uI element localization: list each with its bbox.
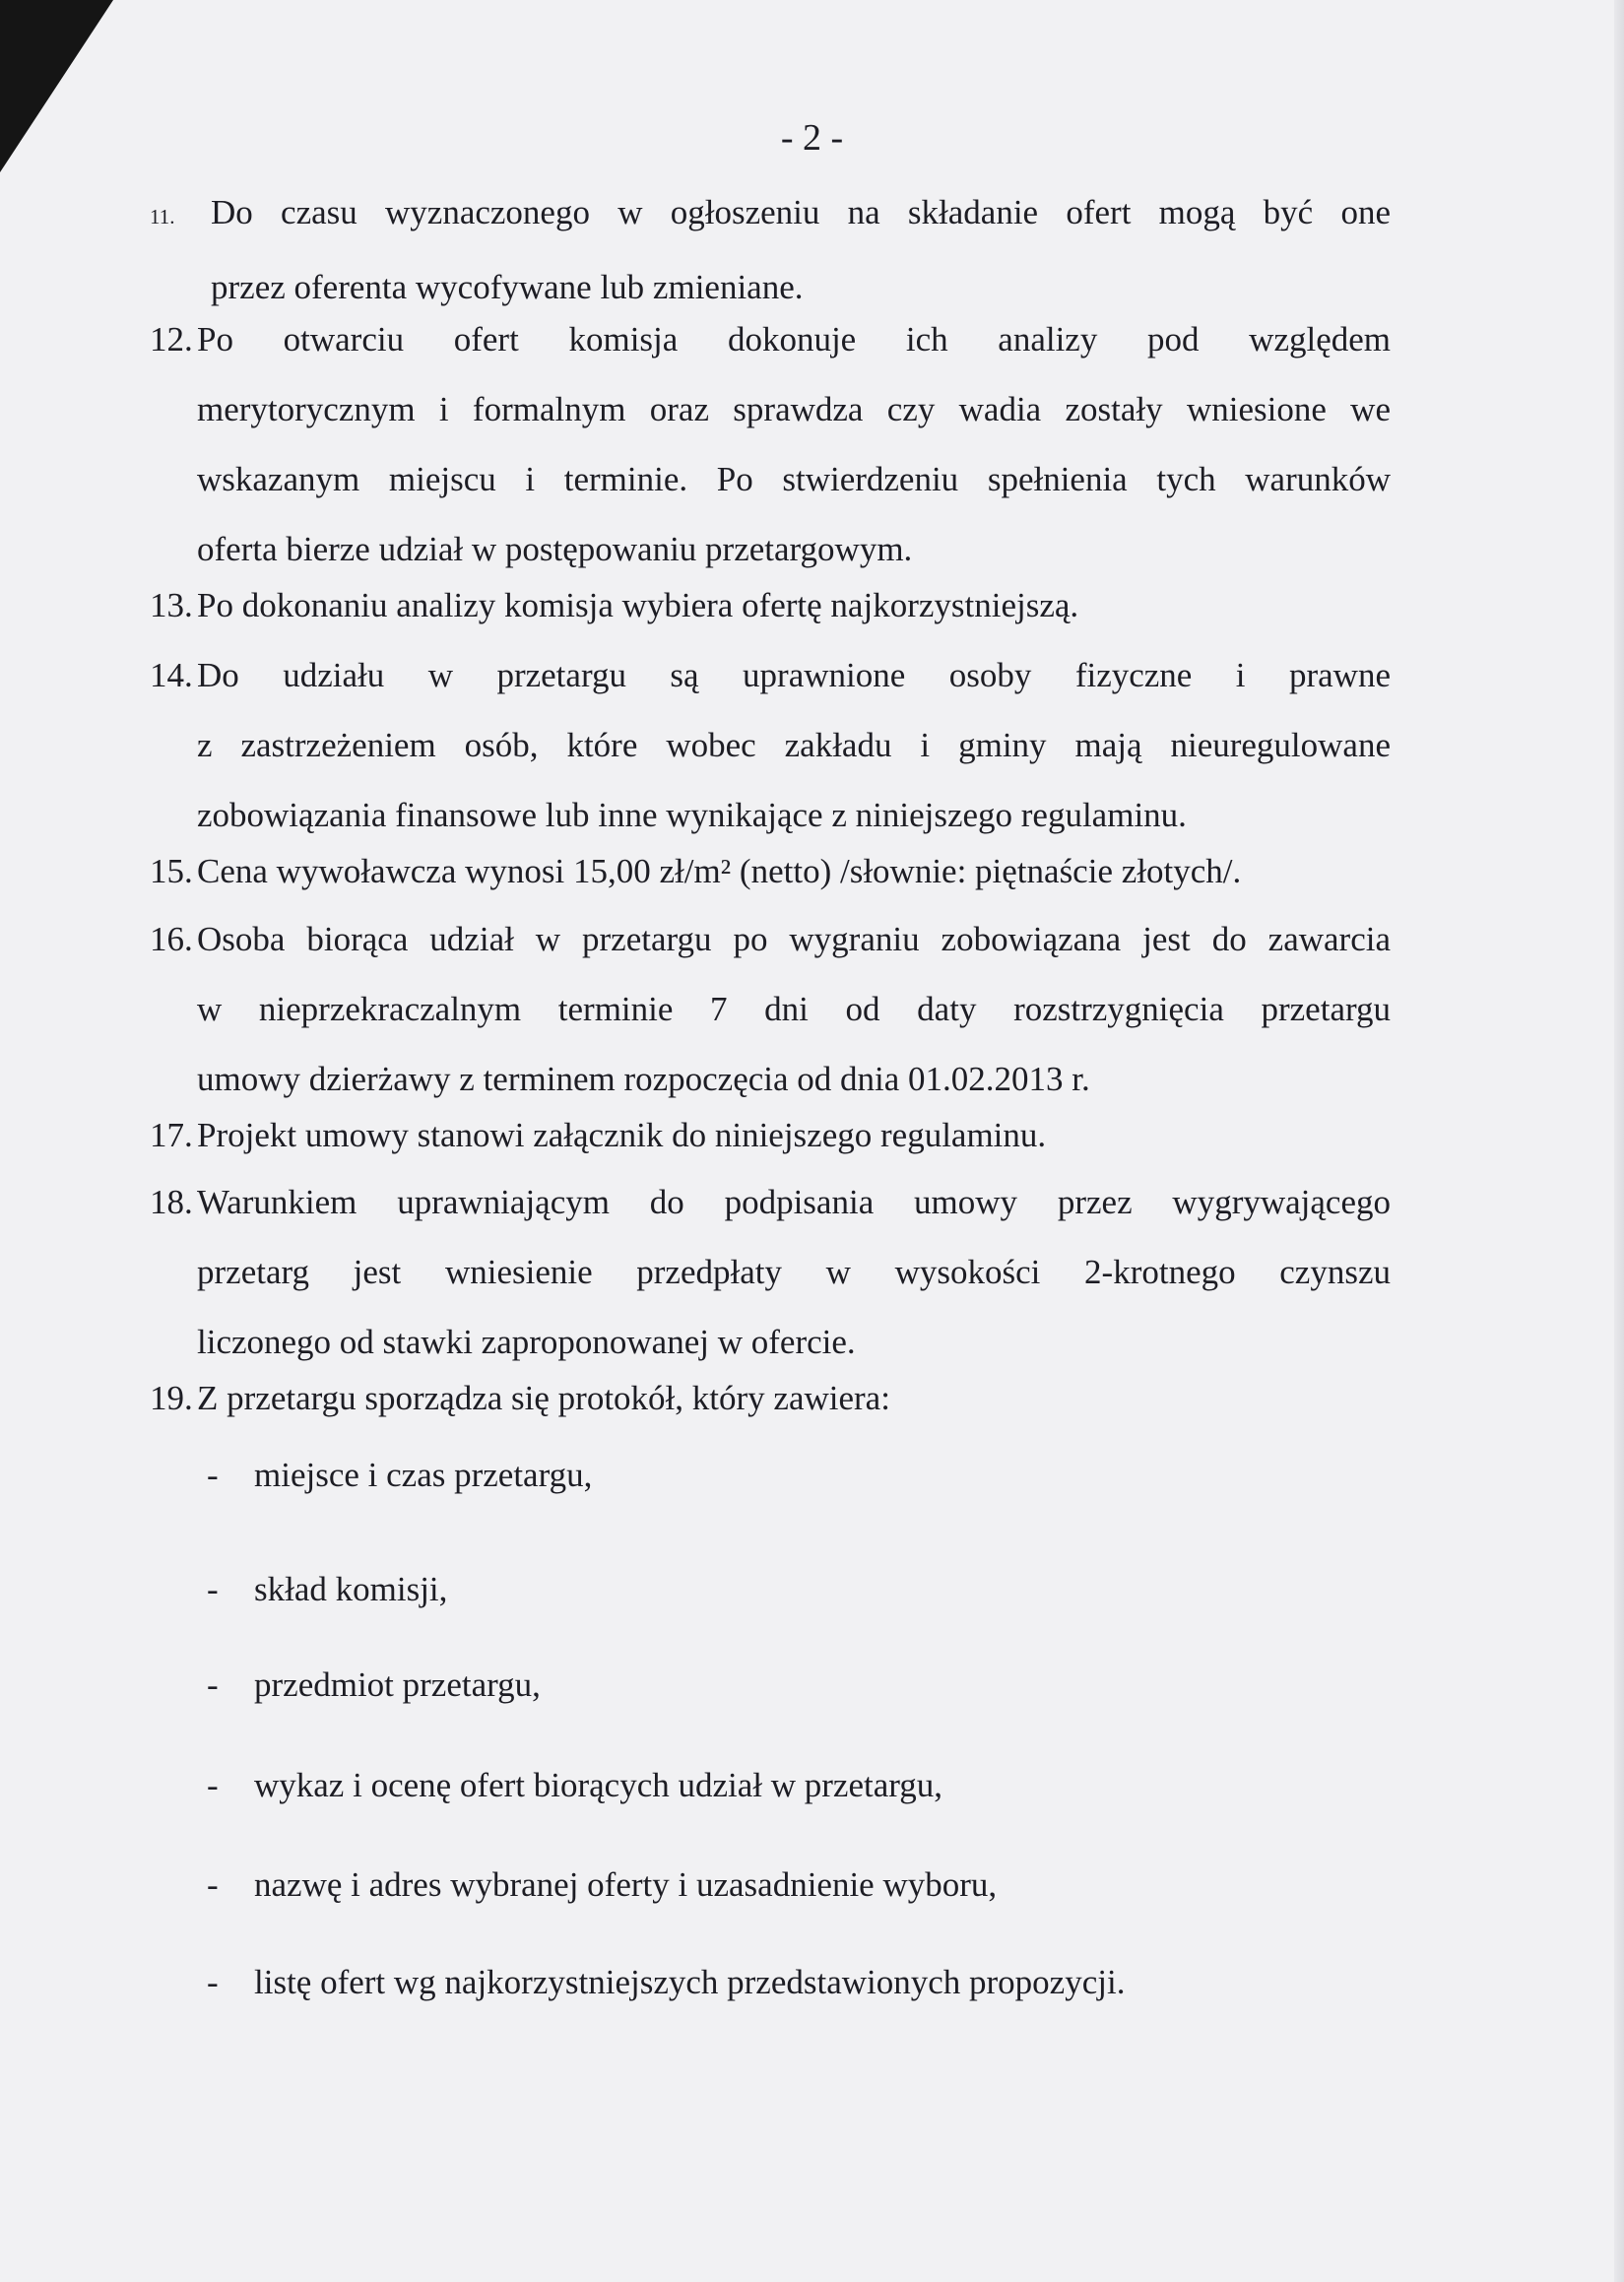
- item-line: [150, 1167, 1391, 1237]
- item-number: 13.: [150, 586, 193, 624]
- bullet-item: [207, 1963, 1125, 2002]
- bullet-text: miejsce i czas przetargu,: [254, 1456, 593, 1494]
- item-text: Po dokonaniu analizy komisja wybiera ofertę najkorzystniejszą.: [197, 586, 1079, 624]
- item-line: zobowiązania finansowe lub inne wynikające z niniejszego regulaminu.: [197, 796, 1187, 834]
- bullet-text: skład komisji,: [254, 1570, 448, 1608]
- item-number: 17.: [150, 1116, 193, 1154]
- list-item-11: [150, 177, 1391, 322]
- bullet-dash: -: [207, 1865, 219, 1904]
- bullet-text: listę ofert wg najkorzystniejszych przedstawionych propozycji.: [254, 1963, 1126, 2001]
- item-line: [150, 1100, 1391, 1170]
- bullet-item: [207, 1665, 541, 1705]
- bullet-dash: -: [207, 1665, 219, 1704]
- item-line: merytorycznym i formalnym oraz sprawdza czy wadia zostały wniesione we: [197, 390, 1391, 428]
- bullet-text: wykaz i ocenę ofert biorących udział w przetargu,: [254, 1766, 943, 1804]
- bullet-dash: -: [207, 1456, 219, 1494]
- item-line: liczonego od stawki zaproponowanej w ofercie.: [197, 1323, 856, 1361]
- item-line: w nieprzekraczalnym terminie 7 dni od daty rozstrzygnięcia przetargu: [197, 990, 1391, 1028]
- item-text: Do udziału w przetargu są uprawnione osoby fizyczne i prawne: [197, 656, 1391, 694]
- item-text: Do czasu wyznaczonego w ogłoszeniu na składanie ofert mogą być one: [211, 193, 1391, 231]
- list-item-17: [150, 1100, 1391, 1170]
- item-number: 11.: [150, 205, 175, 228]
- bullet-dash: -: [207, 1963, 219, 2001]
- item-text: Projekt umowy stanowi załącznik do niniejszego regulaminu.: [197, 1116, 1047, 1154]
- item-line: [150, 836, 1391, 906]
- item-text: Cena wywoławcza wynosi 15,00 zł/m² (netto) /słownie: piętnaście złotych/.: [197, 852, 1242, 890]
- item-line: [150, 904, 1391, 974]
- bullet-dash: -: [207, 1766, 219, 1804]
- item-text: Warunkiem uprawniającym do podpisania umowy przez wygrywającego: [197, 1183, 1391, 1221]
- item-line: [150, 640, 1391, 710]
- list-item-18: [150, 1167, 1391, 1377]
- item-line: oferta bierze udział w postępowaniu przetargowym.: [197, 530, 913, 568]
- item-text: Z przetargu sporządza się protokół, który zawiera:: [197, 1379, 890, 1417]
- bullet-item: [207, 1456, 592, 1495]
- item-line: z zastrzeżeniem osób, które wobec zakładu i gminy mają nieuregulowane: [197, 726, 1391, 764]
- bullet-text: nazwę i adres wybranej oferty i uzasadnienie wyboru,: [254, 1865, 998, 1904]
- list-item-19: [150, 1363, 1391, 1433]
- item-line: umowy dzierżawy z terminem rozpoczęcia od dnia 01.02.2013 r.: [197, 1060, 1090, 1098]
- item-text: Po otwarciu ofert komisja dokonuje ich analizy pod względem: [197, 320, 1391, 359]
- item-line: przez oferenta wycofywane lub zmieniane.: [211, 268, 804, 306]
- item-line: [150, 304, 1391, 374]
- item-number: 12.: [150, 320, 193, 359]
- bullet-text: przedmiot przetargu,: [254, 1665, 541, 1704]
- item-number: 14.: [150, 656, 193, 694]
- item-line: przetarg jest wniesienie przedpłaty w wysokości 2-krotnego czynszu: [197, 1253, 1391, 1291]
- item-line: [150, 570, 1391, 640]
- item-number: 16.: [150, 920, 193, 958]
- bullet-item: [207, 1766, 942, 1805]
- scan-edge: [1614, 0, 1624, 2282]
- page-number: - 2 -: [780, 117, 844, 159]
- list-item-14: [150, 640, 1391, 850]
- list-item-13: [150, 570, 1391, 640]
- item-line: [150, 1363, 1391, 1433]
- item-number: 18.: [150, 1183, 193, 1221]
- item-text: Osoba biorąca udział w przetargu po wygraniu zobowiązana jest do zawarcia: [197, 920, 1391, 958]
- item-line: wskazanym miejscu i terminie. Po stwierdzeniu spełnienia tych warunków: [197, 460, 1391, 498]
- bullet-dash: -: [207, 1570, 219, 1608]
- item-line: [150, 177, 1391, 252]
- list-item-15: [150, 836, 1391, 906]
- bullet-item: [207, 1570, 447, 1609]
- bullet-item: [207, 1865, 997, 1905]
- list-item-12: [150, 304, 1391, 584]
- list-item-16: [150, 904, 1391, 1114]
- item-number: 19.: [150, 1379, 193, 1417]
- item-number: 15.: [150, 852, 193, 890]
